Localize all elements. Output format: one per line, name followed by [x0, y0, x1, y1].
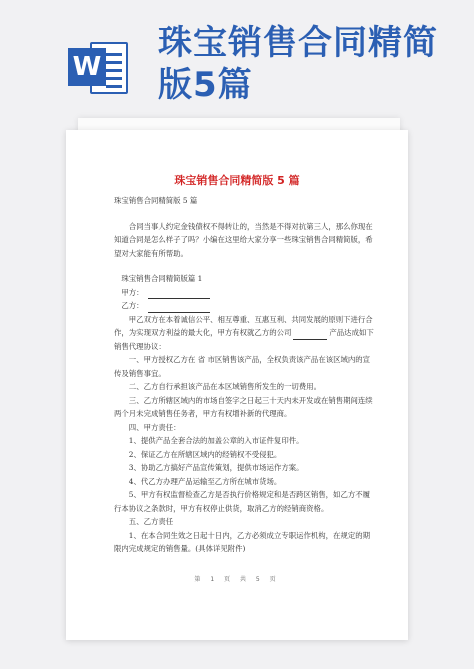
clause-5-1: 1、在本合同生效之日起十日内，乙方必须成立专职运作机构，在规定的期限内完成规定的销售量。(具体详见附件): [114, 530, 371, 553]
document-page: [66, 130, 408, 640]
party-b-label: 乙方：: [121, 301, 144, 310]
party-a-blank: [148, 289, 210, 299]
clause-4-4: 4、代乙方办理产品运输至乙方所在城市货场。: [128, 476, 282, 486]
clause-4-2: 2、保证乙方在所辖区域内的经销权不受侵犯。: [128, 449, 282, 459]
document-subtitle: 珠宝销售合同精简版 5 篇: [114, 196, 198, 205]
clause-5-title: 五、乙方责任: [128, 517, 174, 526]
clause-4-5: 5、甲方有权监督检查乙方是否执行价格规定和是否跨区销售，如乙方不履行本协议之条款时，甲方有权停止供货，取消乙方的经销商资格。: [114, 490, 371, 513]
clause-1: 一、甲方授权乙方在 省 市区销售该产品，全权负责该产品在该区域内的宣传及销售事宜。: [114, 355, 371, 378]
party-a-label: 甲方：: [121, 287, 144, 297]
clause-2: 二、乙方自行承担该产品在本区域销售所发生的一切费用。: [128, 382, 321, 391]
word-icon-letter: W: [68, 48, 106, 86]
page-footer: 第 1 页 共 5 页: [194, 576, 280, 583]
clause-3: 三、乙方所辖区域内的市场自签字之日起三十天内未开发或在销售期间连续两个月未完成销售任务者，甲方有权增补新的代理商。: [114, 395, 373, 418]
banner: [0, 0, 474, 120]
clause-4-1: 1、提供产品全套合法的加盖公章的入市证件复印件。: [128, 436, 304, 445]
banner-title: 珠宝销售合同精简版5篇: [158, 23, 438, 105]
section-title: 珠宝销售合同精简版篇 1: [121, 274, 203, 283]
company-blank: [293, 330, 327, 340]
party-a-line: [114, 286, 374, 300]
clause-4-title: 四、甲方责任：: [128, 422, 181, 432]
clause-4-3: 3、协助乙方搞好产品宣传策划，提供市场运作方案。: [128, 463, 304, 472]
intro-paragraph: 合同当事人约定金钱债权不得转让的，当然是不得对抗第三人，那么你现在知道合同是怎么样子了吗？小编在这里给大家分享一些珠宝销售合同精简版，希望对大家能有所帮助。: [114, 221, 373, 258]
document-body: [114, 194, 374, 556]
document-title: 珠宝销售合同精简版 5 篇: [174, 174, 300, 187]
word-document-icon: [68, 36, 130, 98]
agreement-paragraph: 甲乙双方在本着诚信公平、相互尊重、互惠互利、共同发展的原则下进行合作，为实现双方利益的最大化，甲方有权就乙方的公司 产品达成如下销售代理协议：: [114, 314, 374, 351]
party-b-blank: [148, 303, 210, 313]
party-b-line: [114, 299, 374, 313]
